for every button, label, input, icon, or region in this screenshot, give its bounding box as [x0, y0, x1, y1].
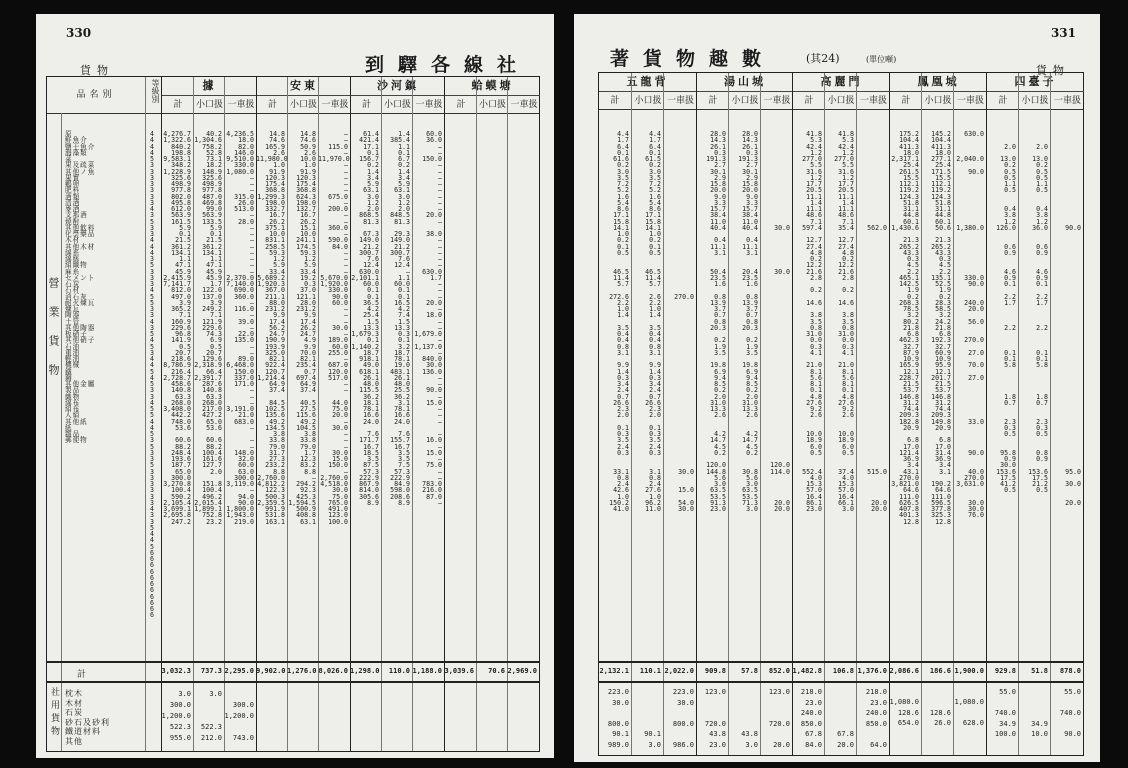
sub-header-wagon: 一車扱 [663, 93, 697, 109]
col-4-total: 175.2 104.4 411.3 18.0 2,317.1 25.4 261.5 15.5 112.1 119.2 124.3 51.8 31.1 44.8 60.1 1,430.6 21.3 265.2 43.3 0.3 4.5 2.2 465.1 142.5 1.9 0.2 268.3 78.5 3.2 80.2 21.8 6.8 462.3 32.7 87.9 10.9 165.9 12.1 228.7 21.5 53.7 146.8 31.2 74.4 209.3 182.8 20.9 6.8 17.0 121.4 36.9 3.4 43.1 270.0 3,821.0 64.6 111.0 626.5 407.8 401.3 12.8 [891, 130, 919, 526]
company-col-2-total: 123.0 720.0 43.8 23.0 [704, 688, 726, 749]
sub-header-small: 小口扱 [631, 93, 664, 109]
col-2-small: 28.0 14.3 26.1 0.3 191.3 2.7 30.1 2.9 15.8 20.0 9.0 3.3 15.7 38.4 11.0 40.4 0.4 11.1 3.1 20.4 23.5 1.6 0.8 13.9 3.7 0.7 0.8 20.3 0.2 1.9 3.5 19.8 6.9 9.4 8.5 0.2 2.0 31.0 13.3 2.6 4.2 14.7 4.5 0.2 30.8 5.6 3.0 63.5 53.5 71.3 3.0 [738, 130, 758, 513]
running-head-right: 貨物 [1036, 64, 1070, 77]
station-header-1: 五龍背 [599, 73, 696, 92]
col-1-small: 4.4 1.7 6.4 0.1 61.5 0.2 3.0 3.5 7.2 5.2 1.6 5.4 8.6 17.1 15.8 14.1 1.0 0.2 0.1 0.5 46.5 11.4 5.7 2.6 2.2 1.0 1.4 3.5 0.4 0.4 0.8 3.1 9.9 1.4 0.3 3.4 2.4 0.7 26.6 2.3 2.0 0.1 0.3 3.5 2.4 0.3 3.1 0.8 2.4 27.6 1.0 96.2 11.0 [645, 130, 661, 513]
business-freight-label: 營業貨物 [47, 277, 60, 393]
col-2-wagon: — — 115.0 — 11,970.0 — — — — — 675.0 — 200.0 — — 360.0 — 590.0 84.0 — — — — 5,670.0 1,920.0 330.0 90.0 60.0 — — — 30.0 — 189.0 60.0 255.0 — 687.0 120.0 517.0 — — 44.0 75.0 20.0 — 30.0 — — — 30.0 15.0 150.0 — 2,760.0 4,518.0 30.0 75.0 765.0 491.0 123.0 100.0 [318, 130, 350, 526]
col-2-small: 14.8 74.6 50.9 2.6 10.0 1.0 91.9 120.3 175.4 368.8 624.3 198.0 132.7 16.7 26.2 15.1 10.0 241.1 174.5 59.3 1.2 5.9 33.4 19.2 0.3 37.0 121.1 28.0 231.2 9.9 17.4 26.2 24.7 4.9 9.9 70.0 82.1 235.4 0.7 697.4 64.9 37.4 40.5 27.5 115.6 49.2 104.5 3.8 33.8 79.0 1.7 12.3 83.2 8.8 — 294.2 92.3 425.3 1,594.5 500.9 408.8 63.1 [288, 130, 316, 526]
sub-header-total: 計 [161, 97, 194, 113]
totals-label: 計 [77, 670, 97, 680]
sub-header-total: 計 [889, 93, 922, 109]
page-number-right: 331 [1050, 26, 1076, 40]
sub-header-wagon: 一車扱 [318, 97, 351, 113]
company-col-4-small: 128.6 26.0 [929, 708, 951, 727]
sub-header-total: 計 [792, 93, 825, 109]
company-col-5-total: 55.0 740.0 34.9 100.0 [994, 688, 1016, 738]
sub-header-wagon: 一車扱 [856, 93, 890, 109]
total-cell: 9,902.0 [256, 667, 286, 675]
total-cell: 909.8 [704, 667, 726, 675]
col-2-wagon: 30.0 30.0 120.0 114.0 20.0 20.0 [770, 223, 790, 513]
running-head-left: 貨物 [80, 64, 114, 77]
station-header-4: 蛤蟆塘 [444, 77, 540, 96]
col-3-total: 41.8 5.3 42.4 1.2 277.0 5.5 31.6 1.2 17.7 20.5 11.1 1.4 11.1 48.6 7.1 597.4 12.7 27.4 4.8 0.2 12.2 21.6 2.8 0.2 14.6 3.8 3.5 0.8 31.0 0.0 0.3 4.1 21.0 8.1 5.6 8.1 0.1 4.8 27.6 9.2 2.6 10.0 18.9 6.0 0.5 552.4 4.0 15.3 57.0 16.4 86.1 23.0 [802, 130, 822, 513]
col-1-total: 4,276.7 1,322.6 840.2 198.8 9,583.1 348.2 1,228.9 325.6 498.9 977.8 802.0 495.8 612.0 563.9 161.5 5.9 0.1 21.5 361.2 134.1 1.1 47.1 45.9 2,415.9 7,141.7 812.0 497.0 3.9 365.2 7.1 160.9 229.6 96.8 141.9 0.5 20.7 218.6 8,786.9 216.4 2,728.7 458.6 140.8 63.3 268.0 3,408.0 442.2 748.0 53.6 60.6 88.2 248.4 193.6 187.7 65.0 300.0 3,270.8 100.4 590.2 2,105.4 3,699.1 2,695.8 247.2 [163, 130, 191, 526]
company-col-1-wagon: 223.0 30.0 800.0 986.0 [672, 688, 694, 749]
total-cell: 1,276.0 [287, 667, 317, 675]
class-column-header: 等級別 [151, 79, 160, 103]
sub-header-wagon: 一車扱 [224, 97, 257, 113]
col-1-wagon: 270.0 30.0 15.0 54.0 30.0 [674, 292, 694, 513]
company-col-3-total: 218.0 23.0 240.0 850.0 67.8 84.0 [800, 688, 822, 749]
company-col-4-total: 1,080.0 128.6 654.0 [889, 698, 919, 727]
station-header-3: 高麗門 [792, 73, 890, 92]
table-header [599, 73, 1083, 110]
col-4-wagon: 630.0 2,040.0 90.0 1,380.0 330.0 90.0 240.0 20.0 56.0 270.0 27.0 70.0 27.0 33.0 90.0 40.0 270.0 3,631.0 30.0 30.0 76.0 [956, 130, 984, 520]
total-cell: 929.8 [994, 667, 1016, 675]
sub-header-small: 小口扱 [193, 97, 225, 113]
class-column: 4 4 4 4 5 3 3 3 3 3 3 3 4 3 5 3 3 4 4 4 3 5 3 3 3 4 5 5 3 3 4 3 5 4 5 3 4 4 5 4 5 3 3 4 5 5 4 4 5 3 5 3 3 5 3 3 3 3 3 3 4 3 3 5 4 4 5 6 6 6 6 6 6 6 6 6 6 6 [150, 130, 154, 620]
unit-label: (單位噸) [866, 55, 897, 64]
sub-header-total: 計 [350, 97, 382, 113]
total-cell: 57.8 [741, 667, 758, 675]
total-cell: 1,376.0 [857, 667, 887, 675]
sub-header-small: 小口扱 [728, 93, 761, 109]
col-4-small: 145.2 104.4 411.3 18.0 277.1 25.4 171.5 15.5 112.1 119.2 124.3 51.8 31.1 44.8 60.1 50.6 21.3 265.2 43.3 0.3 4.5 2.2 135.1 52.5 1.9 0.2 28.3 58.5 3.2 24.2 21.8 6.8 192.3 32.7 60.9 10.9 95.9 12.1 201.7 21.5 53.7 146.8 31.2 74.4 209.3 149.8 20.9 6.8 17.0 31.4 36.9 3.4 3.1 190.2 64.6 111.0 596.5 377.8 325.3 12.8 [931, 130, 951, 526]
company-col-wagon: 300.0 1,200.0 743.0 [224, 701, 254, 742]
total-cell: 110.0 [388, 667, 410, 675]
total-cell: 1,482.8 [792, 667, 822, 675]
col-1-total: 4.4 1.7 6.4 0.1 61.6 0.2 3.0 3.5 7.2 5.2 1.6 5.4 8.6 17.1 15.8 14.1 1.0 0.2 0.1 0.5 46.5 11.4 5.7 272.6 2.2 1.0 1.4 3.5 0.4 0.4 0.8 3.1 9.9 1.4 0.3 3.4 2.4 0.7 26.6 2.3 2.0 0.1 0.3 3.5 2.4 0.3 33.1 0.8 2.4 42.6 1.0 150.2 41.0 [609, 130, 629, 513]
sub-header-wagon: 一車扱 [507, 97, 540, 113]
total-cell: 878.0 [1059, 667, 1081, 675]
col-3-wagon: 562.0 515.0 20.0 20.0 [867, 223, 887, 513]
sub-header-wagon: 一車扱 [1050, 93, 1084, 109]
col-3-small: 1.4 385.4 1.1 0.1 6.7 0.2 1.4 3.4 5.9 63.1 3.0 1.2 2.0 848.5 81.3 29.3 149.0 21.2 300.7 7.6 12.4 — 1.1 60.0 0.1 0.1 16.5 4.2 7.4 1.5 13.3 0.3 0.1 3.2 18.7 78.1 19.0 483.1 26.1 48.0 25.5 36.2 3.1 78.1 16.6 24.0 7.6 155.7 16.7 3.5 3.5 7.5 57.3 222.9 84.9 598.0 208.6 8.9 [390, 130, 410, 507]
total-cell: 737.3 [200, 667, 222, 675]
item-column-header: 品名別 [76, 90, 116, 100]
total-cell: 852.0 [768, 667, 790, 675]
company-col-1-total: 223.0 30.0 800.0 90.1 989.0 [607, 688, 629, 749]
sub-header-total: 計 [610, 96, 620, 106]
station-header-2: 湯山城 [696, 73, 793, 92]
company-item-names: 枕木 木材 石炭 砂石及砂利 鐵道材料 其他 [65, 689, 110, 746]
col-5-wagon: 90.0 95.0 30.0 20.0 [1065, 223, 1081, 507]
sub-header-wagon: 一車扱 [412, 97, 445, 113]
company-col-3-wagon: 218.0 23.0 240.0 850.0 64.0 [865, 688, 887, 749]
station-header-1: 據 [161, 77, 257, 96]
sub-header-wagon: 一車扱 [953, 93, 987, 109]
sub-header-small: 小口扱 [381, 97, 413, 113]
company-col-2-small: 43.8 3.0 [741, 730, 758, 749]
company-col-5-wagon: 55.0 740.0 90.0 [1059, 688, 1081, 738]
company-col-2-wagon: 123.0 720.0 20.0 [768, 688, 790, 749]
company-col-5-small: 34.9 10.0 [1031, 719, 1048, 738]
sub-header-total: 計 [696, 93, 729, 109]
total-cell: 8,026.0 [318, 667, 348, 675]
page-title-left: 到驛各線社 [364, 54, 530, 76]
total-cell: 1,188.0 [412, 667, 442, 675]
col-5-total: 2.0 13.0 0.2 0.5 0.5 1.1 0.5 0.4 3.8 1.2 126.0 0.6 0.9 4.6 0.9 0.1 2.2 1.7 2.2 0.1 0.1 5.8 1.8 0.7 2.3 0.3 0.5 95.8 0.9 30.0 153.6 17.5 41.2 0.5 [996, 142, 1016, 495]
total-cell: 3,039.6 [444, 667, 474, 675]
sub-header-total: 計 [256, 97, 288, 113]
total-cell: 110.1 [639, 667, 661, 675]
col-2-total: 28.0 14.3 26.1 0.3 191.3 2.7 30.1 2.9 15.8 20.0 9.0 3.3 15.7 38.4 11.0 40.4 0.4 11.1 3.1 50.4 23.5 1.6 0.8 13.9 3.7 0.7 0.8 20.3 0.2 1.9 3.5 19.8 6.9 9.4 8.5 0.2 2.0 31.0 13.3 2.6 4.2 14.7 4.5 0.2 120.0 144.8 5.6 3.0 63.5 53.5 91.3 23.0 [706, 130, 726, 513]
sub-header-wagon: 一車扱 [760, 93, 793, 109]
sub-header-total: 計 [444, 97, 477, 113]
total-cell: 2,132.1 [599, 667, 629, 675]
sub-header-small: 小口扱 [476, 97, 508, 113]
sub-header-small: 小口扱 [1018, 93, 1051, 109]
company-col-total: 3.0 300.0 1,200.0 522.3 955.0 [161, 690, 191, 742]
col-5-small: 2.0 13.0 0.2 0.5 0.5 1.1 0.5 0.4 3.8 1.2 36.0 0.6 0.9 4.6 0.9 0.1 2.2 1.7 2.2 0.1 0.1 5.8 1.8 0.7 2.3 0.3 0.5 0.8 0.9 153.6 17.5 21.2 0.5 [1028, 142, 1048, 495]
company-freight-label: 社用貨物 [49, 687, 59, 739]
total-cell: 2,295.0 [224, 667, 254, 675]
page-title-right: 著貨物趣數 [610, 48, 776, 70]
company-col-4-wagon: 1,080.0 628.0 [954, 698, 984, 727]
station-header-5: 四臺子 [986, 73, 1084, 92]
col-1-wagon: 4,236.5 18.0 82.0 146.0 9,510.0 330.0 1,080.0 — — — 315.0 26.0 513.0 — 28.0 — — — — — — — — 2,370.0 7,140.0 690.0 360.0 — 116.0 — 39.0 — 22.0 135.0 — — 89.0 6,468.0 150.0 337.0 171.0 — — — 3,191.0 21.0 683.0 — — — 148.0 32.0 60.0 63.0 300.0 3,119.0 — 94.0 90.0 1,800.0 1,943.0 219.0 [226, 130, 254, 526]
total-cell: 1,900.0 [954, 667, 984, 675]
station-header-4: 鳳凰城 [889, 73, 987, 92]
total-cell: 2,022.0 [664, 667, 694, 675]
left-page [36, 14, 554, 758]
sub-header-small: 小口扱 [824, 93, 857, 109]
col-3-small: 41.8 5.3 42.4 1.2 277.0 5.5 31.6 1.2 17.7 20.5 11.1 1.4 11.1 48.6 7.1 35.4 12.7 27.4 4.8 0.2 12.2 21.6 2.8 0.2 14.6 3.8 3.5 0.8 31.0 0.0 0.3 4.1 21.0 8.1 5.6 8.1 0.1 4.8 27.6 9.2 2.6 10.0 18.9 6.0 0.5 37.4 4.0 15.3 57.0 16.4 66.1 3.0 [834, 130, 854, 513]
sub-header-small: 小口扱 [287, 97, 319, 113]
total-cell: 2,969.0 [507, 667, 537, 675]
total-cell: 70.6 [488, 667, 505, 675]
page-number-left: 330 [66, 26, 92, 40]
table-subtitle: (其24) [806, 52, 840, 65]
item-names: 原 鮮魚介 鹽干魚介 海藻類 菜 果及疏菜 其他ノ魚 果實 鷄卵 肥料 酒類 清酒 麥酒 支那酒 燒酎 其他飲料 化學藥品 木材 其他木材 綿糸 綿絲 絹織物 麻糸 セメント 石炭 石材 消石灰 耐火煉瓦 煉瓦 陶器 土管 其他陶器 板硝子 其他硝子 石油 重油 輕油 機械 鐵 鋼 其他金屬 製品 織物 綿布 絹布 人絹 其他紙 紙 雜品 郵便物 [65, 130, 96, 445]
station-header-3: 沙河鎮 [350, 77, 445, 96]
total-cell: 2,086.6 [889, 667, 919, 675]
col-3-wagon: 60.0 36.0 — — 150.0 — — — — — — — — 20.0 — 38.0 — — — — — 630.0 1.7 — — — 20.0 — 18.0 — — 1,679.0 — 1,137.0 — 840.0 30.0 136.0 — — 90.0 — 15.0 — — — — 16.0 — 15.0 — 75.0 — — 783.0 216.0 87.0 — [414, 130, 442, 507]
company-col-small: 3.0 522.3 212.0 [200, 690, 222, 742]
col-2-total: 14.8 74.6 165.9 2.6 11,980.0 1.0 91.9 120.3 175.4 368.8 1,299.3 198.0 332.7 16.7 26.2 375.1 10.0 831.1 258.5 59.3 1.2 5.9 33.4 5,689.2 1,920.3 367.0 211.1 88.0 231.2 9.9 17.4 56.2 24.7 190.9 193.9 325.0 82.1 922.4 120.7 1,214.4 64.9 37.4 84.5 102.5 135.6 49.2 134.5 3.8 33.8 79.0 31.7 27.3 233.2 8.8 2,760.0 4,812.2 122.3 500.3 2,359.5 991.9 531.8 163.1 [256, 130, 288, 526]
right-page [574, 14, 1100, 762]
total-cell: 106.8 [832, 667, 854, 675]
station-header-2: 安東 [256, 77, 351, 96]
table-header [47, 77, 539, 114]
total-cell: 1,298.0 [350, 667, 380, 675]
company-col-1-small: 90.1 3.0 [644, 730, 661, 749]
sub-header-total: 計 [986, 93, 1019, 109]
total-cell: 51.8 [1031, 667, 1048, 675]
col-3-total: 61.4 421.4 17.1 0.1 156.7 0.2 1.4 3.4 5.9 63.1 3.0 1.2 2.0 868.5 81.3 67.3 149.0 21.2 300.7 7.6 12.4 630.0 2,101.1 60.0 0.1 0.1 36.5 4.2 25.4 1.5 13.3 1,679.3 0.1 1,140.2 18.7 918.1 49.0 618.1 26.1 48.0 115.5 36.2 18.1 78.1 16.6 24.0 7.6 171.7 16.7 18.5 3.5 87.5 57.3 222.9 867.9 814.0 305.6 8.9 [351, 130, 379, 507]
col-1-small: 40.2 1,304.6 758.2 52.8 73.1 18.2 148.9 325.6 498.9 977.8 487.0 469.8 99.0 563.9 133.5 5.9 0.1 21.5 361.2 134.1 1.1 47.1 45.9 45.9 1.7 122.0 137.0 3.9 249.2 7.1 121.9 229.6 74.3 6.9 0.5 20.7 129.6 2,318.9 66.4 2,391.7 287.6 140.8 63.3 268.0 217.0 427.2 65.0 53.6 60.6 88.2 100.4 161.6 127.7 2.0 151.8 100.4 496.2 2,015.4 1,899.1 752.8 23.2 [194, 130, 222, 526]
company-col-3-small: 67.8 20.0 [837, 730, 854, 749]
data-table-left [46, 76, 540, 752]
sub-header-small: 小口扱 [921, 93, 954, 109]
data-table-right [598, 72, 1084, 756]
total-cell: 186.6 [929, 667, 951, 675]
total-cell: 3,032.3 [161, 667, 191, 675]
